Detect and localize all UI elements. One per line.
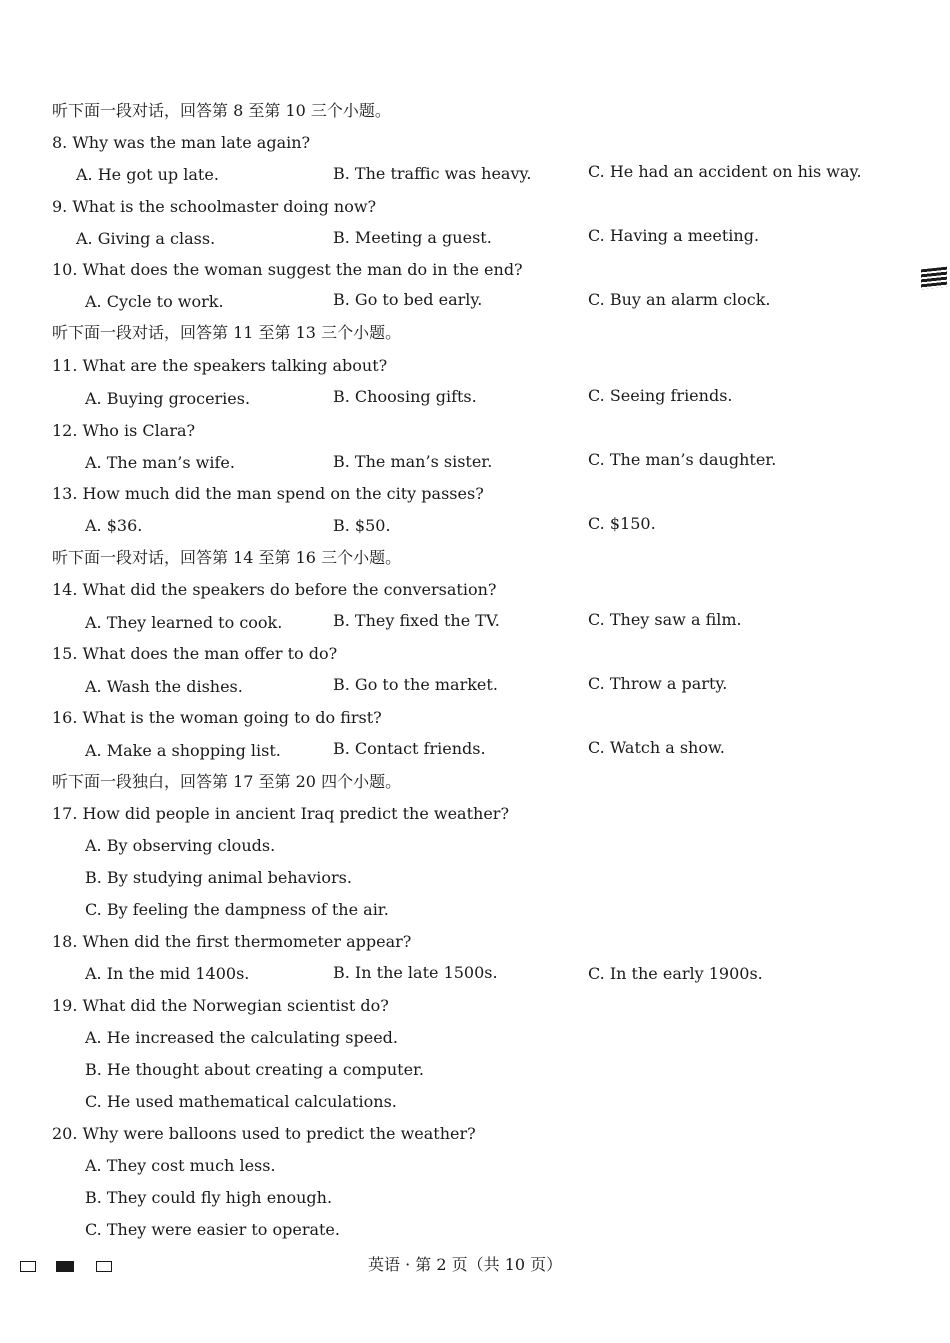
page-footer: 英语 · 第 2 页（共 10 页） — [368, 1255, 563, 1274]
question-stem: 10. What does the woman suggest the man do in the end? — [52, 260, 523, 279]
option-b: B. The traffic was heavy. — [333, 164, 532, 183]
option-b: B. Choosing gifts. — [333, 387, 477, 406]
option-a: A. They learned to cook. — [85, 613, 283, 632]
option-c: C. $150. — [588, 514, 656, 533]
option-c: C. Having a meeting. — [588, 226, 760, 245]
option-b: B. $50. — [333, 516, 391, 535]
option-b: B. They fixed the TV. — [333, 611, 500, 630]
option-b: B. He thought about creating a computer. — [85, 1060, 425, 1079]
section-instruction: 听下面一段对话，回答第 11 至第 13 三个小题。 — [52, 323, 402, 342]
page-marker-box — [96, 1261, 112, 1272]
option-b: B. The man’s sister. — [333, 452, 493, 471]
option-a: A. By observing clouds. — [85, 836, 276, 855]
option-a: A. Make a shopping list. — [85, 741, 281, 760]
question-stem: 11. What are the speakers talking about? — [52, 356, 388, 375]
option-a: A. They cost much less. — [85, 1156, 276, 1175]
option-a: A. Wash the dishes. — [85, 677, 243, 696]
question-stem: 17. How did people in ancient Iraq predict the weather? — [52, 804, 510, 823]
option-a: A. The man’s wife. — [85, 453, 235, 472]
option-c: C. Throw a party. — [588, 674, 728, 693]
option-a: A. He increased the calculating speed. — [85, 1028, 399, 1047]
option-b: B. In the late 1500s. — [333, 963, 498, 982]
page-marker-box-filled — [56, 1261, 74, 1272]
option-c: C. The man’s daughter. — [588, 450, 777, 469]
question-stem: 8. Why was the man late again? — [52, 133, 311, 152]
option-b: B. Meeting a guest. — [333, 228, 492, 247]
section-instruction: 听下面一段对话，回答第 14 至第 16 三个小题。 — [52, 548, 402, 567]
option-c: C. In the early 1900s. — [588, 964, 763, 983]
page-marker-box — [20, 1261, 36, 1272]
scan-mark — [921, 267, 947, 290]
question-stem: 13. How much did the man spend on the city passes? — [52, 484, 484, 503]
option-b: B. They could fly high enough. — [85, 1188, 333, 1207]
question-stem: 14. What did the speakers do before the conversation? — [52, 580, 497, 599]
option-b: B. Go to the market. — [333, 675, 498, 694]
option-c: C. By feeling the dampness of the air. — [85, 900, 389, 919]
question-stem: 9. What is the schoolmaster doing now? — [52, 197, 377, 216]
question-stem: 19. What did the Norwegian scientist do? — [52, 996, 389, 1015]
option-c: C. They saw a film. — [588, 610, 742, 629]
option-a: A. Giving a class. — [76, 229, 216, 248]
question-stem: 20. Why were balloons used to predict the weather? — [52, 1124, 476, 1143]
option-b: B. By studying animal behaviors. — [85, 868, 352, 887]
question-stem: 18. When did the first thermometer appear? — [52, 932, 412, 951]
section-instruction: 听下面一段独白，回答第 17 至第 20 四个小题。 — [52, 772, 402, 791]
section-instruction: 听下面一段对话，回答第 8 至第 10 三个小题。 — [52, 101, 391, 120]
option-a: A. $36. — [85, 516, 143, 535]
question-stem: 12. Who is Clara? — [52, 421, 196, 440]
option-c: C. He had an accident on his way. — [588, 162, 862, 181]
option-c: C. Seeing friends. — [588, 386, 733, 405]
option-c: C. Buy an alarm clock. — [588, 290, 771, 309]
option-b: B. Contact friends. — [333, 739, 486, 758]
option-a: A. In the mid 1400s. — [85, 964, 250, 983]
option-c: C. He used mathematical calculations. — [85, 1092, 397, 1111]
question-stem: 15. What does the man offer to do? — [52, 644, 338, 663]
option-a: A. He got up late. — [76, 165, 219, 184]
question-stem: 16. What is the woman going to do first? — [52, 708, 382, 727]
option-b: B. Go to bed early. — [333, 290, 483, 309]
option-c: C. Watch a show. — [588, 738, 725, 757]
option-a: A. Buying groceries. — [85, 389, 251, 408]
option-a: A. Cycle to work. — [85, 292, 224, 311]
option-c: C. They were easier to operate. — [85, 1220, 340, 1239]
